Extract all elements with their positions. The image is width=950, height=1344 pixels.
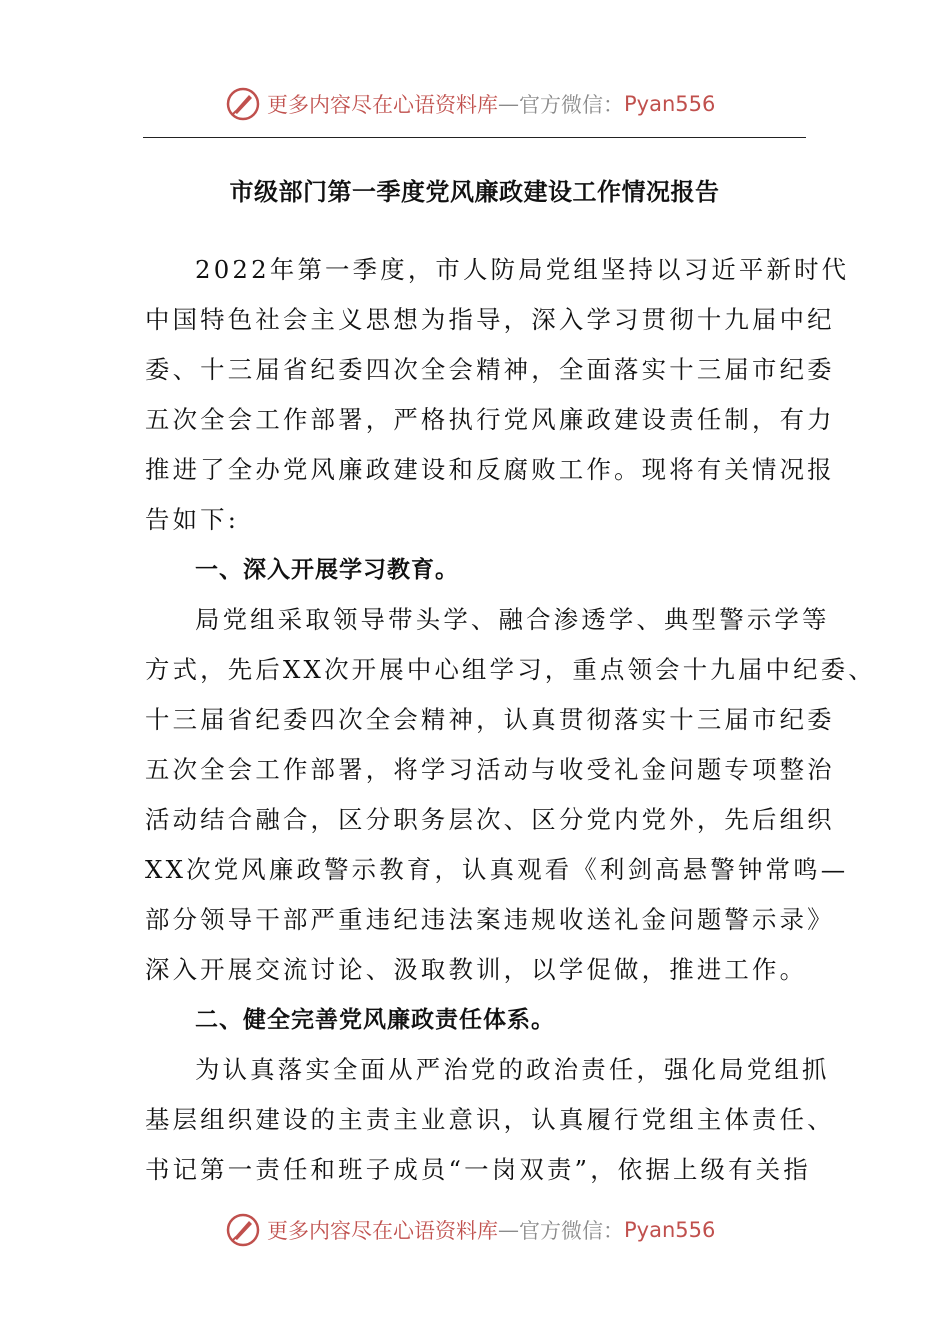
banner-wechat-label: 官方微信：	[519, 93, 624, 117]
banner-site-text: 更多内容尽在心语资料库	[267, 93, 498, 117]
banner-wechat-id: Pyan556	[624, 92, 716, 116]
body-line: 部分领导干部严重违纪违法案违规收送礼金问题警示录》	[145, 905, 835, 934]
banner-separator: —	[498, 1218, 519, 1242]
body-line: 推进了全办党风廉政建设和反腐败工作。现将有关情况报	[145, 455, 835, 484]
document-title: 市级部门第一季度党风廉政建设工作情况报告	[229, 177, 720, 206]
body-line: 活动结合融合，区分职务层次、区分党内党外，先后组织	[145, 805, 835, 834]
section-heading-1: 一、深入开展学习教育。	[195, 557, 459, 583]
body-line: 五次全会工作部署，严格执行党风廉政建设责任制，有力	[145, 405, 835, 434]
section-heading-2: 二、健全完善党风廉政责任体系。	[195, 1007, 555, 1033]
quill-logo-icon	[225, 86, 261, 122]
body-line: 五次全会工作部署，将学习活动与收受礼金问题专项整治	[145, 755, 835, 784]
header-divider	[143, 137, 806, 138]
body-line: 方式，先后XX次开展中心组学习，重点领会十九届中纪委、	[145, 655, 876, 684]
banner-site-text: 更多内容尽在心语资料库	[267, 1219, 498, 1243]
body-line: 告如下:	[145, 505, 240, 534]
quill-logo-icon	[225, 1212, 261, 1248]
banner-separator: —	[498, 92, 519, 116]
body-line: XX次党风廉政警示教育，认真观看《利剑高悬警钟常鸣—	[145, 855, 849, 884]
body-line: 基层组织建设的主责主业意识，认真履行党组主体责任、	[145, 1105, 835, 1134]
banner-wechat-label: 官方微信：	[519, 1219, 624, 1243]
document-body	[145, 245, 876, 1195]
body-line: 十三届省纪委四次全会精神，认真贯彻落实十三届市纪委	[145, 705, 835, 734]
body-line: 委、十三届省纪委四次全会精神，全面落实十三届市纪委	[145, 355, 835, 384]
body-line: 为认真落实全面从严治党的政治责任，强化局党组抓	[195, 1055, 830, 1084]
banner-wechat-id: Pyan556	[624, 1218, 716, 1242]
body-line: 书记第一责任和班子成员“一岗双责”，依据上级有关指	[145, 1155, 811, 1184]
body-line: 局党组采取领导带头学、融合渗透学、典型警示学等	[195, 605, 830, 634]
body-line: 深入开展交流讨论、汲取教训，以学促做，推进工作。	[145, 955, 808, 984]
header-watermark-banner	[225, 84, 715, 124]
body-line: 2022年第一季度，市人防局党组坚持以习近平新时代	[195, 255, 850, 284]
footer-watermark-banner	[225, 1210, 715, 1250]
body-line: 中国特色社会主义思想为指导，深入学习贯彻十九届中纪	[145, 305, 835, 334]
